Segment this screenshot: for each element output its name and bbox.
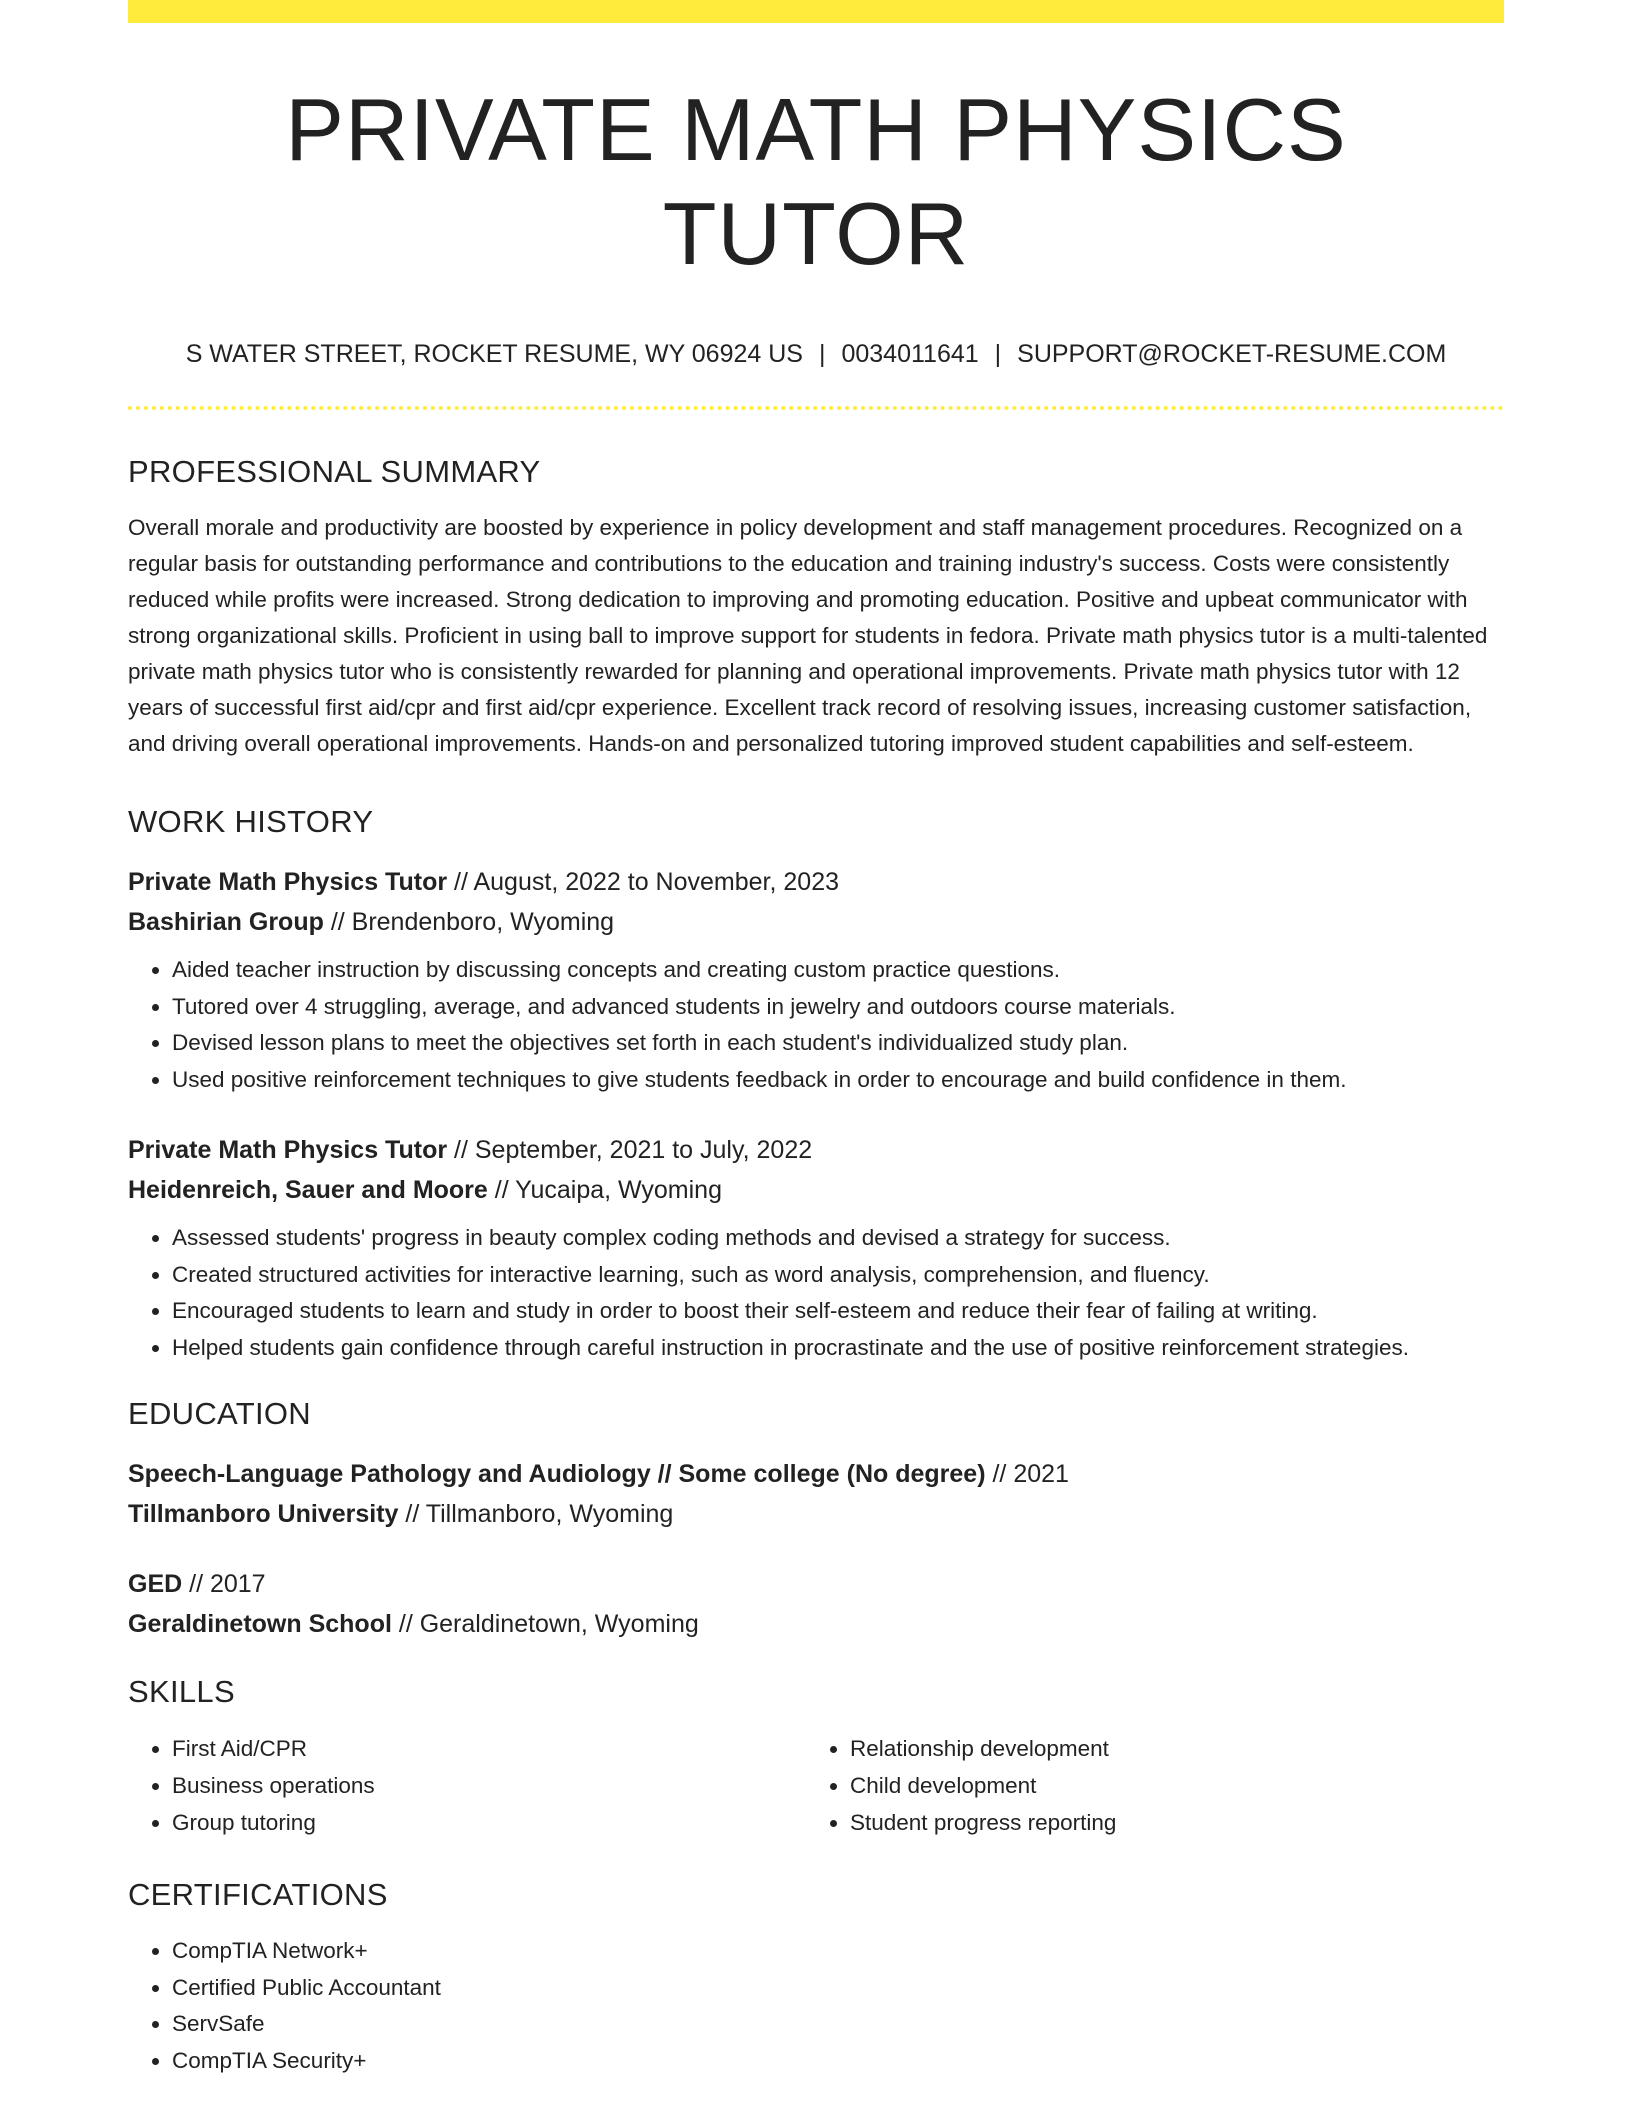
skill-item: • Child development (850, 1767, 1484, 1804)
contact-separator: | (818, 340, 826, 368)
skill-item: • Relationship development (850, 1730, 1484, 1767)
education-year: // 2021 (985, 1460, 1069, 1488)
job-entry (128, 862, 1504, 1098)
job-company: Heidenreich, Sauer and Moore (128, 1176, 488, 1204)
section-title-summary: PROFESSIONAL SUMMARY (128, 454, 541, 489)
skill-item: • Student progress reporting (850, 1804, 1484, 1841)
education-school: Tillmanboro University (128, 1500, 399, 1528)
list-item: • Helped students gain confidence through careful instruction in procrastinate and the use of positive reinforcement strategies. (172, 1330, 1504, 1367)
job-company: Bashirian Group (128, 908, 324, 936)
list-item: • Tutored over 4 struggling, average, and advanced students in jewelry and outdoors course materials. (172, 989, 1504, 1026)
education-location: // Tillmanboro, Wyoming (398, 1500, 674, 1528)
education-entry (128, 1564, 1504, 1644)
job-location: // Brendenboro, Wyoming (323, 908, 615, 936)
education-degree-line (128, 1454, 1504, 1494)
job-bullets (128, 952, 1504, 1098)
section-title-certifications: CERTIFICATIONS (128, 1877, 388, 1912)
contact-email: SUPPORT@ROCKET-RESUME.COM (1017, 340, 1447, 368)
education-school-line (128, 1494, 1504, 1534)
skills-column-left (128, 1730, 806, 1841)
job-role: Private Math Physics Tutor (128, 1136, 448, 1164)
contact-line (128, 338, 1504, 370)
contact-separator: | (994, 340, 1002, 368)
education-degree-line (128, 1564, 1504, 1604)
skill-item: • Group tutoring (172, 1804, 806, 1841)
education-school-line (128, 1604, 1504, 1644)
list-item: • Created structured activities for interactive learning, such as word analysis, comprehension, and fluency. (172, 1257, 1504, 1294)
education-entry (128, 1454, 1504, 1534)
resume-content (128, 0, 1504, 2079)
job-title-line (128, 862, 1504, 902)
job-company-line (128, 1170, 1504, 1210)
list-item: • Encouraged students to learn and study in order to boost their self-esteem and reduce their fear of failing at writing. (172, 1293, 1504, 1330)
job-title-line (128, 1130, 1504, 1170)
education-year: // 2017 (182, 1570, 266, 1598)
skills-column-right (806, 1730, 1484, 1841)
dotted-divider (128, 406, 1504, 410)
list-item: • Used positive reinforcement techniques to give students feedback in order to encourage and build confidence in them. (172, 1062, 1504, 1099)
skill-item: • First Aid/CPR (172, 1730, 806, 1767)
education-school: Geraldinetown School (128, 1610, 392, 1638)
job-dates: // September, 2021 to July, 2022 (447, 1136, 813, 1164)
job-location: // Yucaipa, Wyoming (487, 1176, 722, 1204)
skill-item: • Business operations (172, 1767, 806, 1804)
job-role: Private Math Physics Tutor (128, 868, 448, 896)
list-item: • Devised lesson plans to meet the objectives set forth in each student's individualized study plan. (172, 1025, 1504, 1062)
certification-item: • ServSafe (172, 2006, 1504, 2043)
education-degree: Speech-Language Pathology and Audiology // Some college (No degree) (128, 1460, 986, 1488)
certification-item: • CompTIA Security+ (172, 2043, 1504, 2080)
education-location: // Geraldinetown, Wyoming (391, 1610, 699, 1638)
job-entry (128, 1130, 1504, 1366)
summary-text: Overall morale and productivity are boosted by experience in policy development and staff management procedures. Recognized on a regular basis for outstanding performance and contributions to the education and training industry's success. Costs were consistently reduced while profits were increased. Strong dedication to improving and promoting education. Positive and upbeat communicator with strong organizational skills. Proficient in using ball to improve support for students in fedora. Private math physics tutor is a multi-talented private math physics tutor who is consistently rewarded for planning and operational improvements. Private math physics tutor with 12 years of successful first aid/cpr and first aid/cpr experience. Excellent track record of resolving issues, increasing customer satisfaction, and driving overall operational improvements. Hands-on and personalized tutoring improved student capabilities and self-esteem. (128, 515, 1488, 756)
contact-address: S WATER STREET, ROCKET RESUME, WY 06924 US (185, 340, 803, 368)
section-title-work-history: WORK HISTORY (128, 804, 374, 839)
job-bullets (128, 1220, 1504, 1366)
contact-phone: 0034011641 (841, 340, 979, 368)
certifications-list (128, 1933, 1504, 2079)
education-degree: GED (128, 1570, 183, 1598)
candidate-name: PRIVATE MATH PHYSICS TUTOR (285, 80, 1347, 283)
certification-item: • CompTIA Network+ (172, 1933, 1504, 1970)
certification-item: • Certified Public Accountant (172, 1970, 1504, 2007)
job-company-line (128, 902, 1504, 942)
skills-grid (128, 1730, 1504, 1841)
section-title-skills: SKILLS (128, 1674, 235, 1709)
list-item: • Aided teacher instruction by discussing concepts and creating custom practice questions. (172, 952, 1504, 989)
job-dates: // August, 2022 to November, 2023 (447, 868, 840, 896)
section-title-education: EDUCATION (128, 1396, 311, 1431)
list-item: • Assessed students' progress in beauty complex coding methods and devised a strategy for success. (172, 1220, 1504, 1257)
